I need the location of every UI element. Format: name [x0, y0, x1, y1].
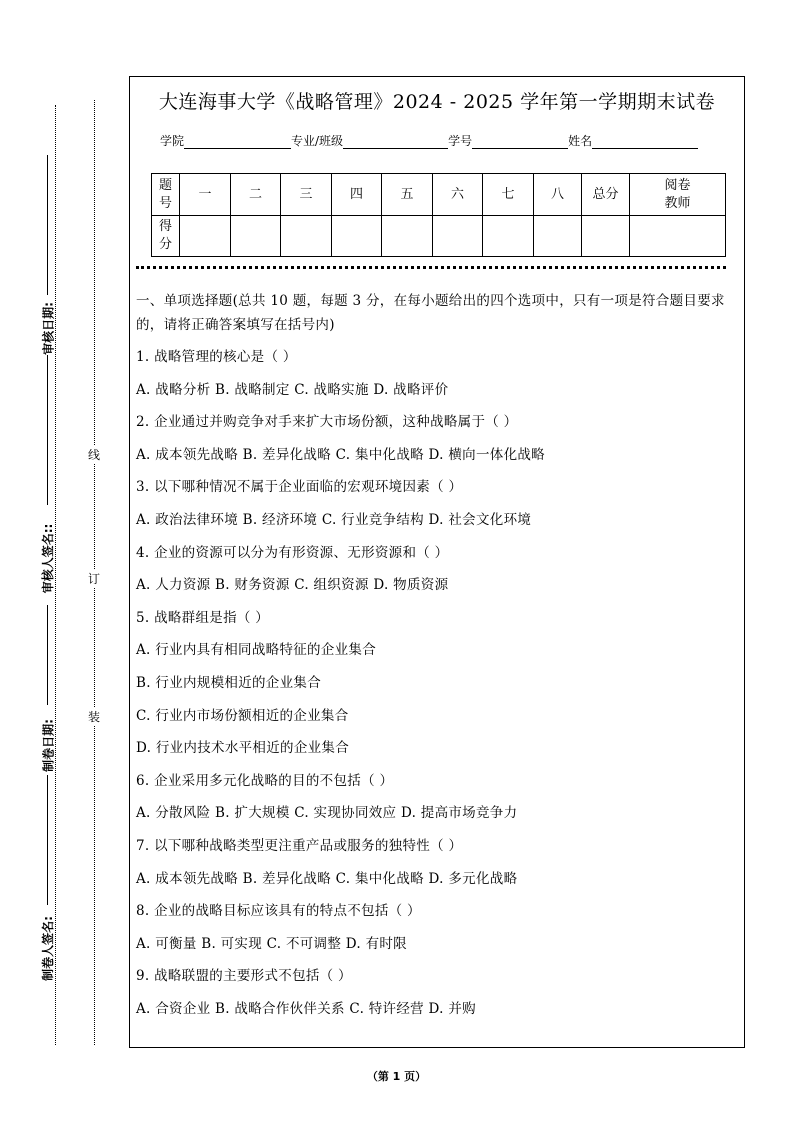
maker-sign-underline — [47, 775, 48, 905]
page-number: （第 1 页） — [366, 1070, 427, 1083]
score-cell[interactable] — [231, 216, 281, 257]
header-cell: 五 — [382, 174, 433, 216]
question-9: 9. 战略联盟的主要形式不包括（ ） — [136, 968, 352, 985]
option-5c: C. 行业内市场份额相近的企业集合 — [136, 707, 349, 724]
total-score-header: 总分 — [582, 174, 630, 216]
major-class-label: 专业/班级 — [291, 134, 344, 148]
score-cell[interactable] — [483, 216, 534, 257]
binding-char-xian: 线 — [88, 448, 101, 462]
grader-header: 阅卷教师 — [630, 174, 726, 216]
reviewer-sign-underline — [47, 355, 48, 505]
score-label: 得分 — [152, 216, 180, 257]
question-5: 5. 战略群组是指（ ） — [136, 609, 270, 626]
options-7: A. 成本领先战略 B. 差异化战略 C. 集中化战略 D. 多元化战略 — [136, 870, 518, 887]
binding-char-zhuang: 装 — [88, 710, 101, 724]
student-info-row — [160, 132, 698, 149]
question-1: 1. 战略管理的核心是（ ） — [136, 349, 297, 365]
option-5d: D. 行业内技术水平相近的企业集合 — [136, 740, 350, 757]
review-date-underline — [47, 155, 48, 295]
make-date-underline — [47, 605, 48, 705]
score-cell[interactable] — [433, 216, 483, 257]
option-5a: A. 行业内具有相同战略特征的企业集合 — [136, 642, 377, 659]
score-table-header-row — [152, 174, 726, 216]
college-label: 学院 — [160, 134, 185, 148]
question-3: 3. 以下哪种情况不属于企业面临的宏观环境因素（ ） — [136, 479, 463, 496]
options-9: A. 合资企业 B. 战略合作伙伴关系 C. 特许经营 D. 并购 — [136, 1000, 476, 1017]
score-table — [151, 173, 726, 257]
options-8: A. 可衡量 B. 可实现 C. 不可调整 D. 有时限 — [136, 935, 407, 952]
header-cell: 八 — [534, 174, 582, 216]
binding-char-ding: 订 — [88, 572, 101, 586]
question-6: 6. 企业采用多元化战略的目的不包括（ ） — [136, 772, 394, 789]
score-cell[interactable] — [382, 216, 433, 257]
options-4: A. 人力资源 B. 财务资源 C. 组织资源 D. 物质资源 — [136, 577, 449, 594]
header-cell: 四 — [332, 174, 382, 216]
grader-cell[interactable] — [630, 216, 726, 257]
header-cell: 七 — [483, 174, 534, 216]
section-divider — [136, 266, 726, 269]
question-4: 4. 企业的资源可以分为有形资源、无形资源和（ ） — [136, 544, 449, 561]
exam-title: 大连海事大学《战略管理》2024 - 2025 学年第一学期期末试卷 — [158, 91, 716, 113]
question-8: 8. 企业的战略目标应该具有的特点不包括（ ） — [136, 903, 421, 920]
maker-sign-label: 制卷人签名: — [41, 916, 55, 981]
header-cell: 一 — [180, 174, 231, 216]
name-field[interactable] — [592, 136, 698, 149]
question-7: 7. 以下哪种战略类型更注重产品或服务的独特性（ ） — [136, 837, 463, 854]
options-3: A. 政治法律环境 B. 经济环境 C. 行业竞争结构 D. 社会文化环境 — [136, 511, 532, 528]
section1 — [136, 289, 736, 1029]
score-cell[interactable] — [332, 216, 382, 257]
student-id-label: 学号 — [448, 134, 473, 148]
options-2: A. 成本领先战略 B. 差异化战略 C. 集中化战略 D. 横向一体化战略 — [136, 446, 545, 463]
make-date-label: 制卷日期: — [41, 719, 56, 772]
exam-frame — [129, 76, 745, 1048]
section1-intro: 一、单项选择题(总共 10 题，每题 3 分，在每小题给出的四个选项中，只有一项是符合题目要求的，请将正确答案填写在括号内) — [136, 293, 725, 333]
question-no-header: 题号 — [152, 174, 180, 216]
header-cell: 二 — [231, 174, 281, 216]
options-6: A. 分散风险 B. 扩大规模 C. 实现协同效应 D. 提高市场竞争力 — [136, 805, 518, 822]
reviewer-sign-label: 审核人签名:: — [41, 523, 55, 594]
header-cell: 六 — [433, 174, 483, 216]
total-score-cell[interactable] — [582, 216, 630, 257]
option-5b: B. 行业内规模相近的企业集合 — [136, 674, 322, 691]
student-id-field[interactable] — [472, 136, 568, 149]
major-class-field[interactable] — [343, 136, 448, 149]
name-label: 姓名 — [568, 134, 593, 148]
question-2: 2. 企业通过并购竞争对手来扩大市场份额，这种战略属于（ ） — [136, 414, 518, 431]
college-field[interactable] — [184, 136, 291, 149]
score-table-score-row — [152, 216, 726, 257]
review-date-label: 审核日期: — [41, 302, 56, 355]
header-cell: 三 — [281, 174, 332, 216]
options-1: A. 战略分析 B. 战略制定 C. 战略实施 D. 战略评价 — [136, 381, 449, 398]
score-cell[interactable] — [180, 216, 231, 257]
question-list — [136, 345, 736, 1029]
score-cell[interactable] — [281, 216, 332, 257]
score-cell[interactable] — [534, 216, 582, 257]
